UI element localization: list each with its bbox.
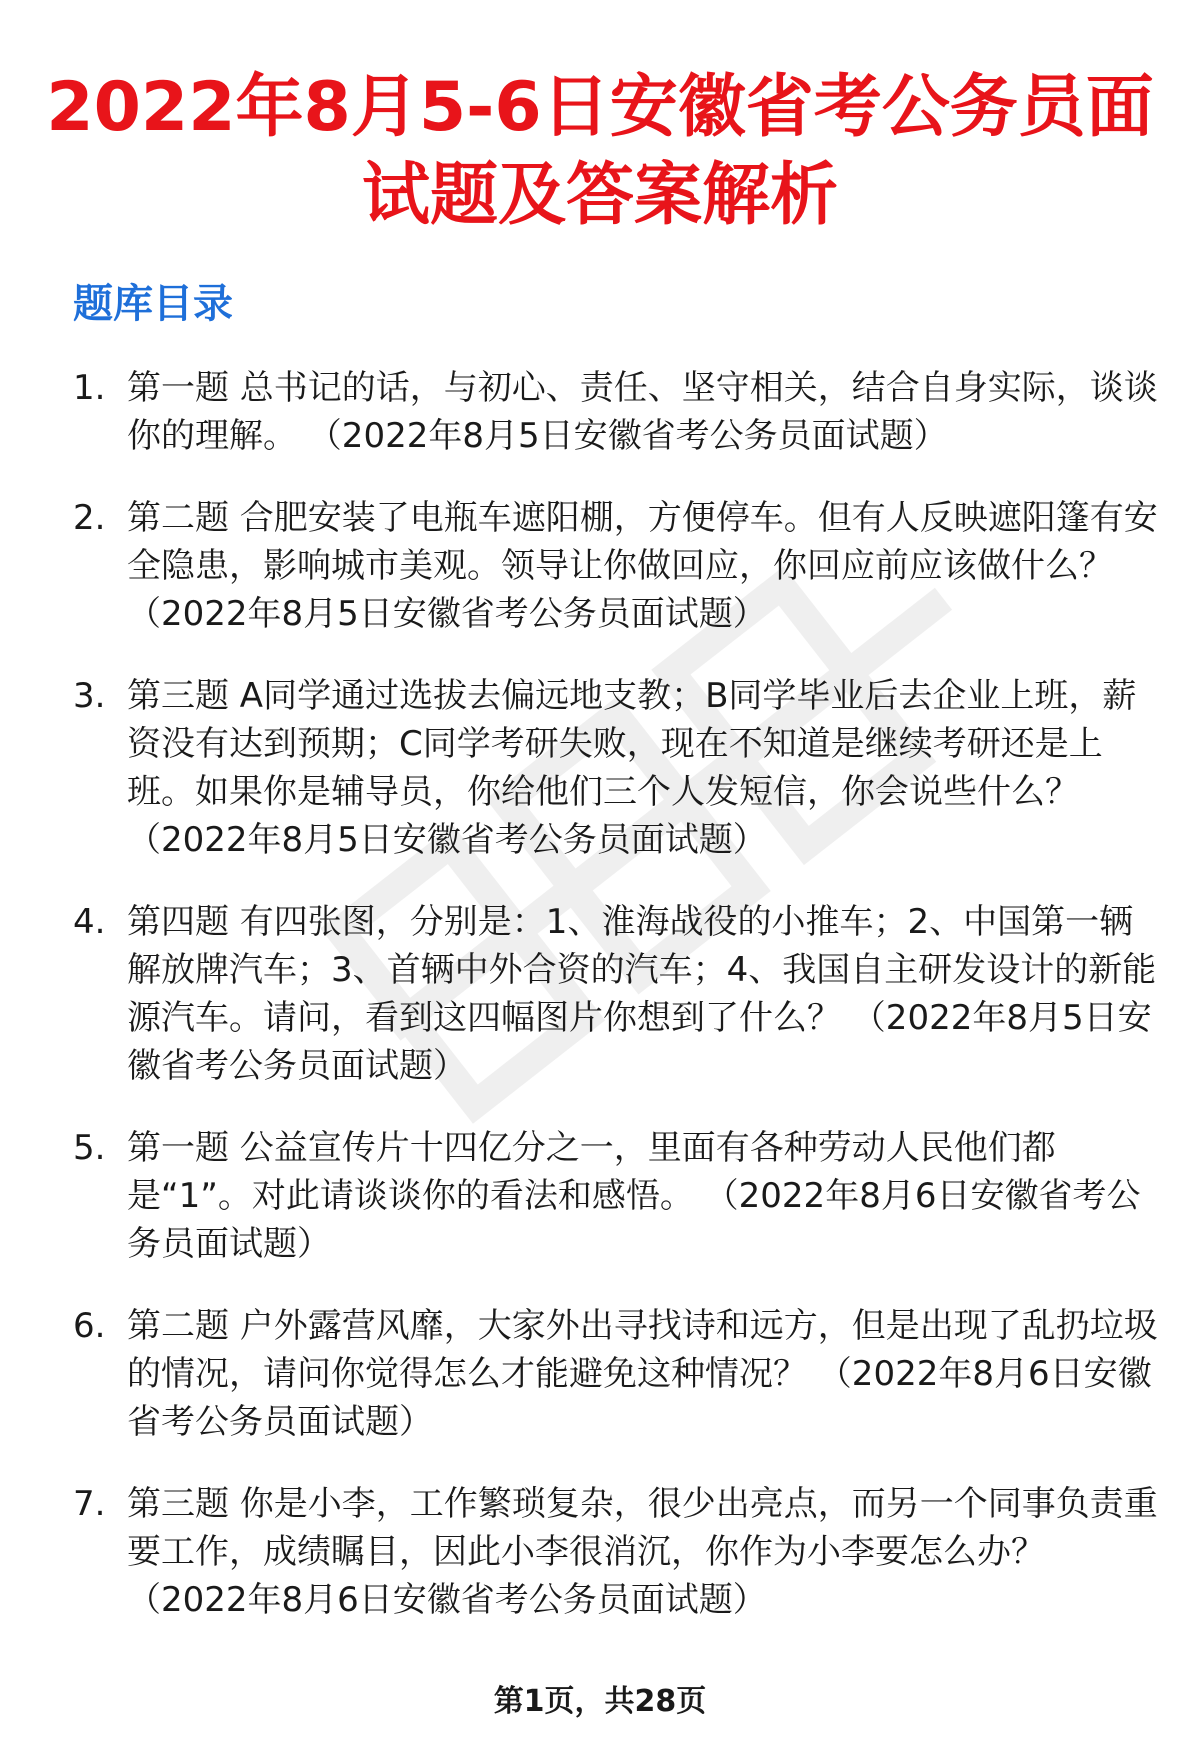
item-number: 1. [73, 368, 106, 408]
item-text: 第三题 你是小李，工作繁琐复杂，很少出亮点，而另一个同事负责重要工作，成绩瞩目，因此小李很消沉，你作为小李要怎么办？ （2022年8月6日安徽省考公务员面试题） [127, 1484, 1158, 1620]
item-number: 6. [73, 1306, 106, 1346]
item-number: 7. [73, 1484, 106, 1524]
item-text: 第一题 总书记的话，与初心、责任、坚守相关，结合自身实际，谈谈你的理解。 （2022年8月5日安徽省考公务员面试题） [127, 368, 1158, 456]
item-number: 3. [73, 676, 106, 716]
list-item[interactable] [73, 1302, 1163, 1446]
item-text: 第二题 合肥安装了电瓶车遮阳棚，方便停车。但有人反映遮阳篷有安全隐患，影响城市美观。领导让你做回应，你回应前应该做什么？ （2022年8月5日安徽省考公务员面试题） [127, 498, 1158, 634]
toc-heading: 题库目录 [73, 281, 233, 327]
item-text: 第一题 公益宣传片十四亿分之一，里面有各种劳动人民他们都是“1”。对此请谈谈你的看法和感悟。 （2022年8月6日安徽省考公务员面试题） [127, 1128, 1141, 1264]
item-number: 4. [73, 902, 106, 942]
list-item[interactable] [73, 1124, 1163, 1268]
list-item[interactable] [73, 1480, 1163, 1624]
list-item[interactable] [73, 494, 1163, 638]
item-number: 2. [73, 498, 106, 538]
list-item[interactable] [73, 364, 1163, 460]
list-item[interactable] [73, 898, 1163, 1090]
question-list [73, 364, 1163, 1658]
item-number: 5. [73, 1128, 106, 1168]
page-number: 第1页，共28页 [493, 1684, 707, 1719]
list-item[interactable] [73, 672, 1163, 864]
item-text: 第四题 有四张图，分别是：1、淮海战役的小推车；2、中国第一辆解放牌汽车；3、首辆中外合资的汽车；4、我国自主研发设计的新能源汽车。请问，看到这四幅图片你想到了什么？ （2022年8月5日安徽省考公务员面试题） [127, 902, 1157, 1086]
page-title: 2022年8月5-6日安徽省考公务员面试题及答案解析 [46, 68, 1154, 235]
item-text: 第二题 户外露营风靡，大家外出寻找诗和远方，但是出现了乱扔垃圾的情况，请问你觉得怎么才能避免这种情况？ （2022年8月6日安徽省考公务员面试题） [127, 1306, 1158, 1442]
item-text: 第三题 A同学通过选拔去偏远地支教；B同学毕业后去企业上班，薪资没有达到预期；C同学考研失败，现在不知道是继续考研还是上班。如果你是辅导员，你给他们三个人发短信，你会说些什么？ （2022年8月5日安徽省考公务员面试题） [127, 676, 1137, 860]
